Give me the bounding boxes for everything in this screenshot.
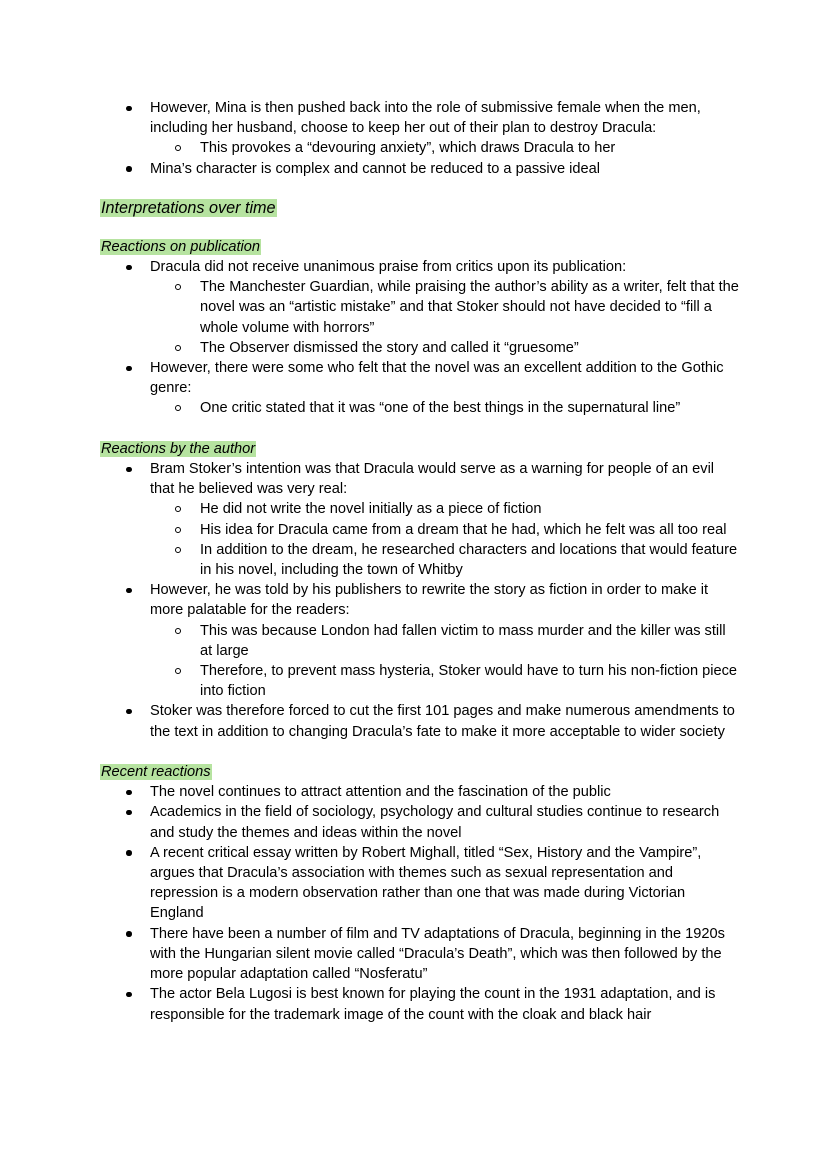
list-item — [100, 701, 740, 741]
bullet-text: However, Mina is then pushed back into the role of submissive female when the men, including her husband, choose to keep her out of their plan to destroy Dracula: — [150, 100, 701, 137]
sub-list-item — [100, 398, 740, 418]
list-item — [100, 782, 740, 802]
list-item — [100, 257, 740, 277]
sub-bullet-text: In addition to the dream, he researched characters and locations that would feature in his novel, including the town of Whitby — [200, 541, 738, 579]
recent-list — [100, 782, 740, 1024]
list-item — [100, 580, 740, 620]
bullet-text: Stoker was therefore forced to cut the first 101 pages and make numerous amendments to the text in addition to changing Dracula’s fate to make it more acceptable to wider society — [150, 703, 735, 740]
bullet-text: The novel continues to attract attention and the fascination of the public — [150, 784, 611, 801]
sub-list-item — [100, 520, 740, 540]
list-item — [100, 459, 740, 499]
list-item — [100, 984, 740, 1024]
sub-list-item — [100, 277, 740, 338]
sub-list-item — [100, 138, 740, 158]
sub-bullet-text: The Manchester Guardian, while praising the author’s ability as a writer, felt that the novel was an “artistic mistake” and that Stoker should not have decided to “fill a whole volume with horrors” — [200, 279, 739, 336]
bullet-text: Academics in the field of sociology, psychology and cultural studies continue to research and study the themes and ideas within the novel — [150, 804, 720, 841]
sub-bullet-text: The Observer dismissed the story and called it “gruesome” — [200, 339, 579, 356]
sub-bullet-text: He did not write the novel initially as a piece of fiction — [200, 501, 542, 518]
author-list — [100, 459, 740, 742]
bullet-text: Dracula did not receive unanimous praise from critics upon its publication: — [150, 259, 627, 276]
bullet-text: However, he was told by his publishers to rewrite the story as fiction in order to make it more palatable for the readers: — [150, 582, 709, 619]
list-item — [100, 802, 740, 842]
sub-bullet-text: Therefore, to prevent mass hysteria, Stoker would have to turn his non-fiction piece into fiction — [200, 663, 737, 700]
section-title — [100, 197, 740, 219]
sub-bullet-text: His idea for Dracula came from a dream that he had, which he felt was all too real — [200, 521, 727, 538]
publication-heading — [100, 237, 740, 257]
bullet-text: A recent critical essay written by Robert Mighall, titled “Sex, History and the Vampire”, argues that Dracula’s association with themes such as sexual representation and repression is a modern observation rather than one that was made during Victorian England — [150, 844, 702, 922]
bullet-text: Mina’s character is complex and cannot be reduced to a passive ideal — [150, 160, 600, 177]
sub-list-item — [100, 661, 740, 701]
recent-heading — [100, 762, 740, 782]
author-heading — [100, 439, 740, 459]
list-item — [100, 358, 740, 398]
bullet-text: However, there were some who felt that the novel was an excellent addition to the Gothic genre: — [150, 360, 724, 397]
list-item — [100, 843, 740, 924]
publication-heading-text: Reactions on publication — [101, 238, 261, 255]
sub-list-item — [100, 540, 740, 580]
list-item — [100, 98, 740, 138]
document-content — [100, 98, 740, 1025]
sub-list-item — [100, 338, 740, 358]
section-title-text: Interpretations over time — [101, 198, 276, 217]
sub-list-item — [100, 499, 740, 519]
sub-bullet-text: This provokes a “devouring anxiety”, which draws Dracula to her — [200, 140, 616, 157]
bullet-text: There have been a number of film and TV adaptations of Dracula, beginning in the 1920s with the Hungarian silent movie called “Dracula’s Death”, which was then followed by the more popular adaptation called “Nosferatu” — [150, 925, 725, 983]
sub-list-item — [100, 621, 740, 661]
sub-bullet-text: One critic stated that it was “one of the best things in the supernatural line” — [200, 400, 681, 417]
intro-list — [100, 98, 740, 179]
bullet-text: The actor Bela Lugosi is best known for playing the count in the 1931 adaptation, and is responsible for the trademark image of the count with the cloak and black hair — [150, 986, 716, 1023]
author-heading-text: Reactions by the author — [101, 440, 256, 457]
list-item — [100, 924, 740, 985]
sub-bullet-text: This was because London had fallen victim to mass murder and the killer was still at large — [200, 622, 726, 659]
bullet-text: Bram Stoker’s intention was that Dracula would serve as a warning for people of an evil that he believed was very real: — [150, 461, 715, 498]
publication-list — [100, 257, 740, 419]
list-item — [100, 159, 740, 179]
recent-heading-text: Recent reactions — [101, 764, 211, 781]
